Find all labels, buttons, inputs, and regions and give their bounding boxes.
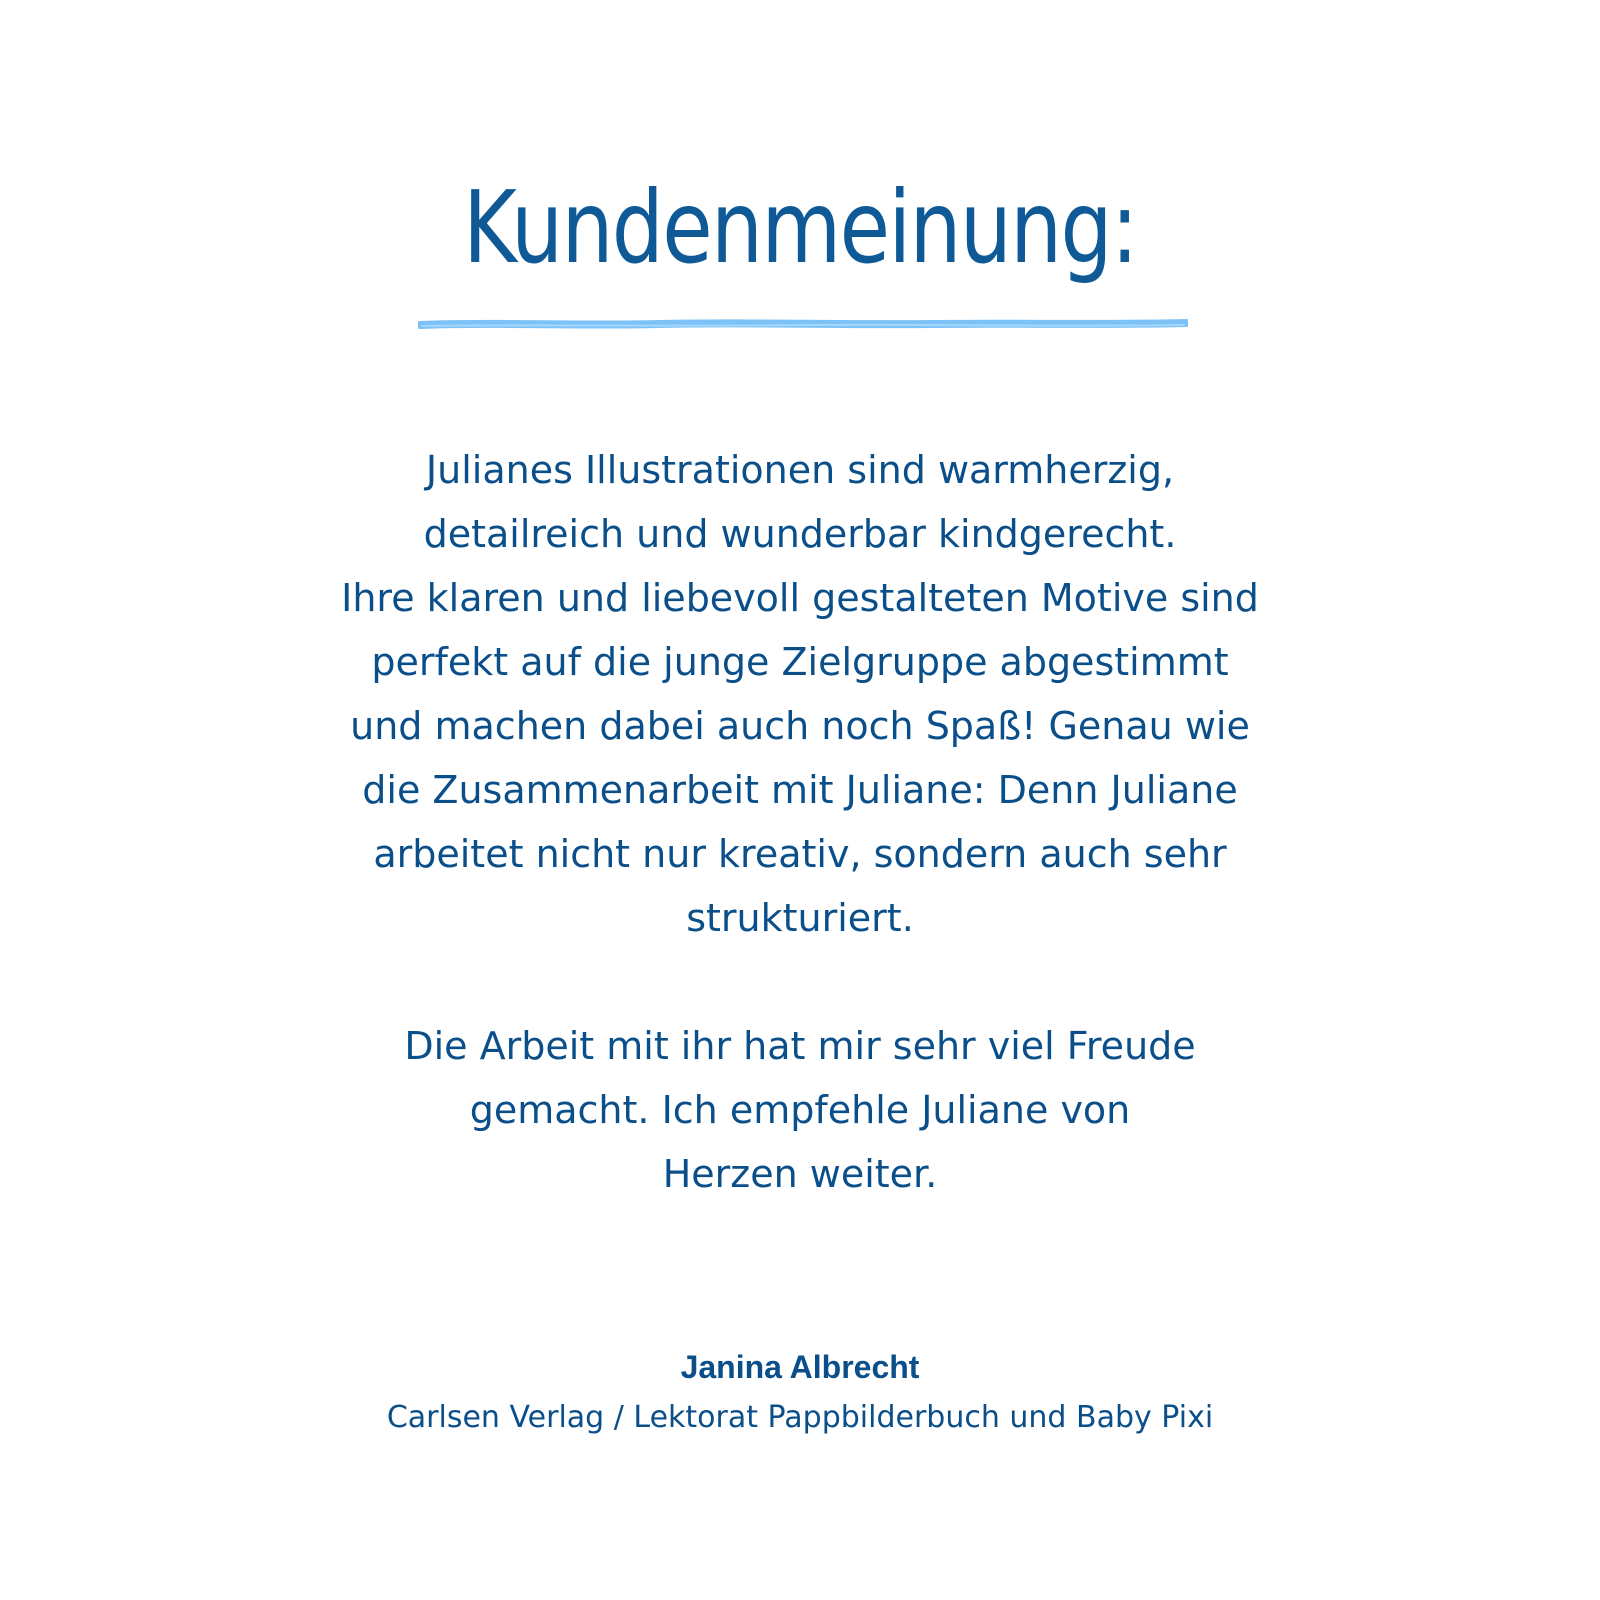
quote-line: detailreich und wunderbar kindgerecht. bbox=[423, 512, 1177, 556]
testimonial-heading bbox=[350, 150, 1250, 360]
quote-line: Herzen weiter. bbox=[662, 1152, 938, 1196]
author-name: Janina Albrecht bbox=[680, 1349, 920, 1385]
quote-line: Ihre klaren und liebevoll gestalteten Motive sind bbox=[341, 576, 1259, 620]
heading-underline bbox=[418, 317, 1188, 331]
quote-line: perfekt auf die junge Zielgruppe abgestimmt bbox=[371, 640, 1229, 684]
quote-line: arbeitet nicht nur kreativ, sondern auch sehr bbox=[373, 832, 1227, 876]
author-role: Carlsen Verlag / Lektorat Pappbilderbuch und Baby Pixi bbox=[386, 1400, 1214, 1435]
quote-line: Julianes Illustrationen sind warmherzig, bbox=[425, 448, 1175, 492]
page-title: Kundenmeinung: bbox=[463, 169, 1137, 286]
quote-line: gemacht. Ich empfehle Juliane von bbox=[469, 1088, 1131, 1132]
quote-line: die Zusammenarbeit mit Juliane: Denn Juliane bbox=[362, 768, 1238, 812]
quote-line: und machen dabei auch noch Spaß! Genau wie bbox=[350, 704, 1250, 748]
quote-line: strukturiert. bbox=[686, 896, 914, 940]
quote-paragraph-one bbox=[240, 438, 1360, 950]
quote-line: Die Arbeit mit ihr hat mir sehr viel Freude bbox=[404, 1024, 1196, 1068]
quote-paragraph-two bbox=[240, 1014, 1360, 1206]
testimonial-quote bbox=[240, 438, 1360, 1206]
testimonial-signature bbox=[240, 1345, 1360, 1445]
